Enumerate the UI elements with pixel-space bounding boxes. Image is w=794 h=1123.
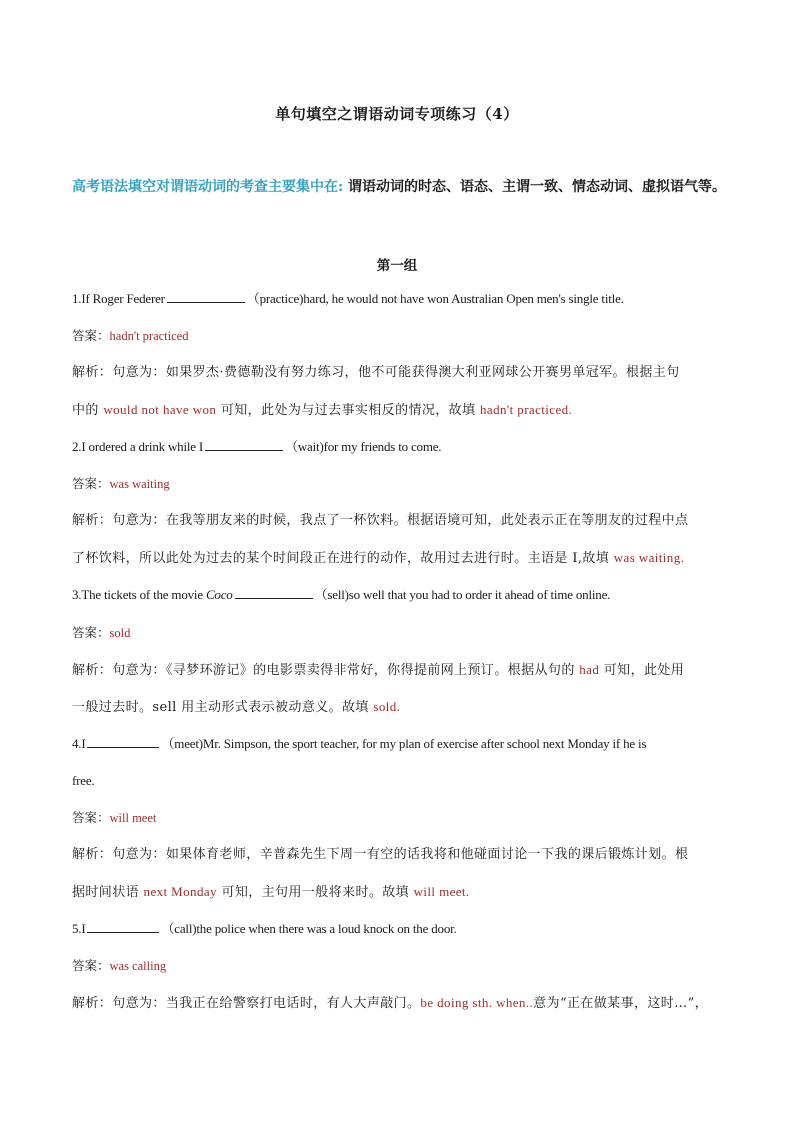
explanation-3-line-2: 一般过去时。sell 用主动形式表示被动意义。故填 sold. bbox=[72, 699, 401, 715]
question-1: 1.If Roger Federer （practice)hard, he would not have won Australian Open men's single title. bbox=[72, 291, 624, 306]
answer-blank bbox=[87, 921, 159, 933]
explanation-4-line-1: 解析：句意为：如果体育老师，辛普森先生下周一有空的话我将和他碰面讨论一下我的课后锻炼计划。根 bbox=[72, 847, 689, 862]
answer-blank bbox=[167, 291, 245, 303]
answer-1: 答案：hadn't practiced bbox=[72, 328, 189, 343]
question-3: 3.The tickets of the movie Coco （sell)so well that you had to order it ahead of time online. bbox=[72, 587, 611, 602]
answer-blank bbox=[205, 439, 283, 451]
intro-rest: 谓语动词的时态、语态、主谓一致、情态动词、虚拟语气等。 bbox=[343, 179, 727, 195]
explanation-1-line-2: 中的 would not have won 可知，此处为与过去事实相反的情况，故填 hadn't practiced. bbox=[72, 402, 573, 418]
explanation-1-line-1: 解析：句意为：如果罗杰·费德勒没有努力练习，他不可能获得澳大利亚网球公开赛男单冠军。根据主句 bbox=[72, 365, 680, 380]
explanation-3-line-1: 解析：句意为：《寻梦环游记》的电影票卖得非常好，你得提前网上预订。根据从句的 had 可知，此处用 bbox=[72, 662, 685, 678]
question-4-continued: free. bbox=[72, 773, 95, 788]
answer-4: 答案：will meet bbox=[72, 810, 157, 825]
answer-blank bbox=[235, 587, 313, 599]
explanation-2-line-2: 了杯饮料，所以此处为过去的某个时间段正在进行的动作，故用过去进行时。主语是 I,故填 was waiting. bbox=[72, 550, 685, 566]
explanation-2-line-1: 解析：句意为：在我等朋友来的时候，我点了一杯饮料。根据语境可知，此处表示正在等朋友的过程中点 bbox=[72, 513, 689, 528]
page-title: 单句填空之谓语动词专项练习（4） bbox=[275, 105, 519, 123]
answer-5: 答案：was calling bbox=[72, 958, 167, 973]
explanation-4-line-2: 据时间状语 next Monday 可知，主句用一般将来时。故填 will meet. bbox=[72, 884, 470, 900]
question-4: 4.I （meet)Mr. Simpson, the sport teacher, for my plan of exercise after school next Monday if he is bbox=[72, 736, 647, 751]
intro-lead: 高考语法填空对谓语动词的考查主要集中在: bbox=[72, 179, 344, 195]
answer-blank bbox=[87, 736, 159, 748]
explanation-5-line-1: 解析：句意为：当我正在给警察打电话时，有人大声敲门。be doing sth. when..意为“正在做某事，这时…”， bbox=[72, 995, 709, 1011]
answer-3: 答案：sold bbox=[72, 625, 131, 640]
question-5: 5.I （call)the police when there was a loud knock on the door. bbox=[72, 921, 457, 936]
question-2: 2.I ordered a drink while I （wait)for my friends to come. bbox=[72, 439, 442, 454]
intro-line bbox=[72, 176, 732, 196]
movie-title: Coco bbox=[205, 587, 233, 602]
group-title: 第一组 bbox=[376, 258, 418, 274]
answer-2: 答案：was waiting bbox=[72, 476, 170, 491]
